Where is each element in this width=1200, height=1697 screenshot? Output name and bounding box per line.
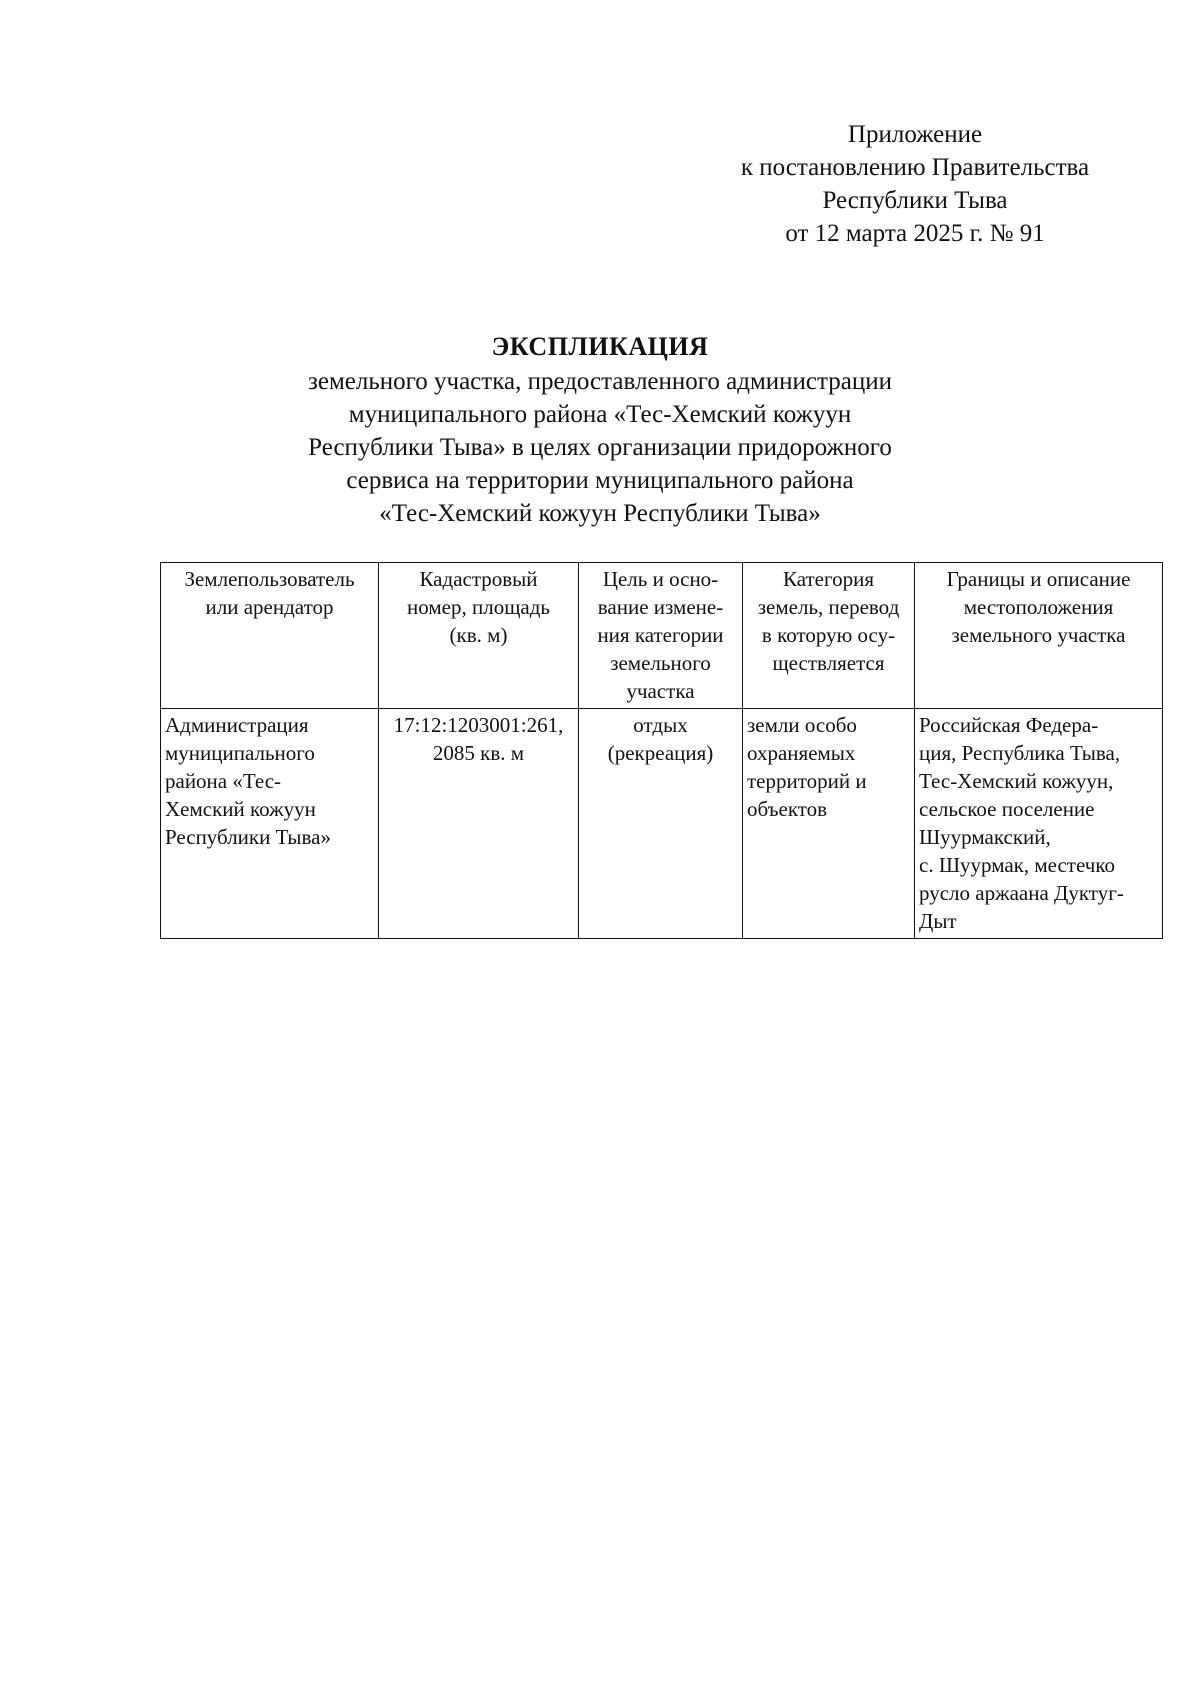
appendix-line: к постановлению Правительства bbox=[740, 154, 1090, 181]
cell-land-user: Администрация муниципального района «Тес- Хемский кожуун Республики Тыва» bbox=[161, 709, 379, 939]
cell-land-category: земли особо охраняемых территорий и объектов bbox=[743, 709, 915, 939]
cell-purpose: отдых (рекреация) bbox=[579, 709, 743, 939]
header-boundaries: Границы и описание местоположения земельного участка bbox=[915, 563, 1163, 709]
table-header-row bbox=[161, 563, 1163, 709]
header-purpose: Цель и осно- вание измене- ния категории земельного участка bbox=[579, 563, 743, 709]
document-heading bbox=[180, 330, 1020, 530]
subtitle-line: муниципального района «Тес-Хемский кожуун bbox=[348, 401, 852, 428]
subtitle-line: сервиса на территории муниципального района bbox=[346, 467, 854, 494]
explication-table bbox=[160, 562, 1163, 939]
subtitle-line: земельного участка, предоставленного администрации bbox=[307, 368, 892, 395]
appendix-line: Республики Тыва bbox=[822, 187, 1008, 214]
appendix-header bbox=[700, 118, 1130, 250]
cell-boundaries: Российская Федера- ция, Республика Тыва, Тес-Хемский кожуун, сельское поселение Шуурмакский, с. Шуурмак, местечко русло аржаана Дуктуг- Дыт bbox=[915, 709, 1163, 939]
appendix-line: Приложение bbox=[847, 121, 983, 148]
table-row bbox=[161, 709, 1163, 939]
subtitle-line: «Тес-Хемский кожуун Республики Тыва» bbox=[379, 500, 821, 527]
header-cadastral-number: Кадастровый номер, площадь (кв. м) bbox=[379, 563, 579, 709]
document-title: ЭКСПЛИКАЦИЯ bbox=[491, 332, 709, 361]
cell-cadastral-number: 17:12:1203001:261, 2085 кв. м bbox=[379, 709, 579, 939]
header-land-user: Землепользователь или арендатор bbox=[161, 563, 379, 709]
header-land-category: Категория земель, перевод в которую осу- ществляется bbox=[743, 563, 915, 709]
subtitle-line: Республики Тыва» в целях организации придорожного bbox=[308, 434, 892, 461]
appendix-date-line: от 12 марта 2025 г. № 91 bbox=[785, 220, 1045, 247]
